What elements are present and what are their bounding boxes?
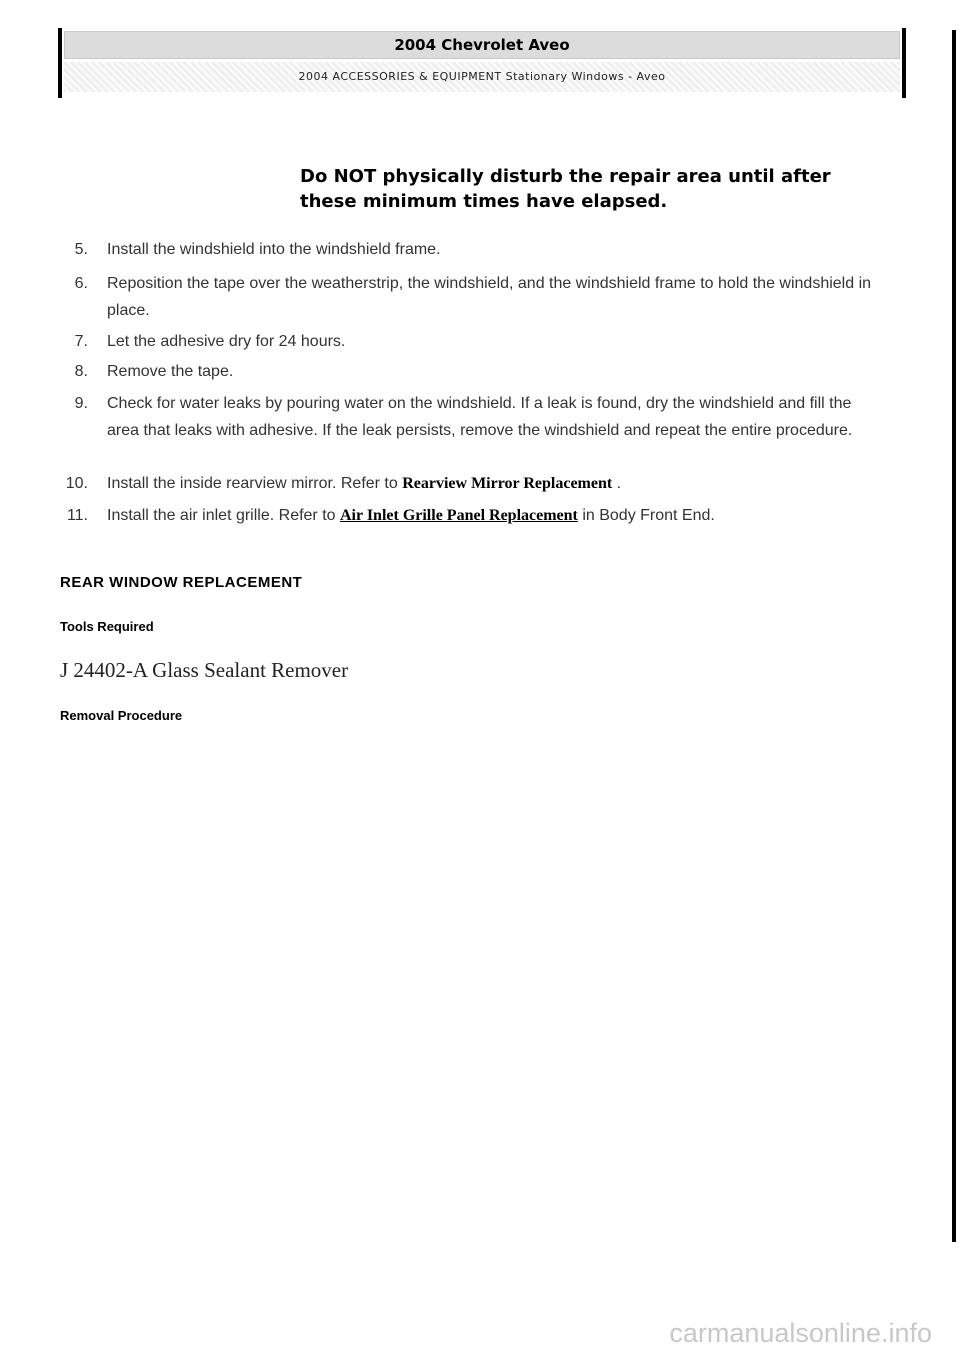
step-number: 11. — [66, 507, 88, 524]
step-text: Install the inside rearview mirror. Refer to — [107, 475, 403, 492]
step-number: 5. — [74, 241, 88, 258]
step-text: Let the adhesive dry for 24 hours. — [107, 333, 346, 350]
page-header — [58, 28, 906, 98]
step-text-suffix: in Body Front End. — [577, 507, 715, 524]
document-title: 2004 Chevrolet Aveo — [64, 31, 900, 59]
step-number: 10. — [65, 475, 88, 492]
step-number: 9. — [74, 395, 88, 412]
section-title: REAR WINDOW REPLACEMENT — [60, 574, 303, 591]
air-inlet-grille-link[interactable]: Air Inlet Grille Panel Replacement — [340, 507, 578, 524]
tool-item: J 24402-A Glass Sealant Remover — [60, 658, 349, 682]
step-text: Check for water leaks by pouring water on the windshield. If a leak is found, dry the windshield and fill the area that leaks with adhesive. If the leak persists, remove the windshield and repeat the entire procedure. — [107, 395, 853, 439]
step-text: Reposition the tape over the weatherstrip, the windshield, and the windshield frame to hold the windshield in place. — [107, 275, 872, 319]
tools-required-heading: Tools Required — [60, 619, 154, 634]
document-subtitle: 2004 ACCESSORIES & EQUIPMENT Stationary Windows - Aveo — [64, 62, 900, 92]
step-text: Remove the tape. — [107, 363, 234, 380]
rearview-mirror-link[interactable]: Rearview Mirror Replacement — [402, 475, 613, 492]
step-text-suffix: . — [612, 475, 622, 492]
removal-procedure-heading: Removal Procedure — [60, 708, 183, 723]
header-right-rule — [902, 28, 906, 98]
header-left-rule — [58, 28, 62, 98]
watermark-text: carmanualsonline.info — [669, 1318, 932, 1348]
step-text: Install the windshield into the windshield frame. — [107, 241, 441, 258]
step-text: Install the air inlet grille. Refer to — [107, 507, 340, 524]
step-number: 8. — [74, 363, 88, 380]
step-number: 6. — [74, 275, 88, 292]
page-right-rule — [952, 30, 956, 1242]
step-number: 7. — [74, 333, 88, 350]
warning-note: Do NOT physically disturb the repair area until after these minimum times have elapsed. — [300, 166, 831, 212]
